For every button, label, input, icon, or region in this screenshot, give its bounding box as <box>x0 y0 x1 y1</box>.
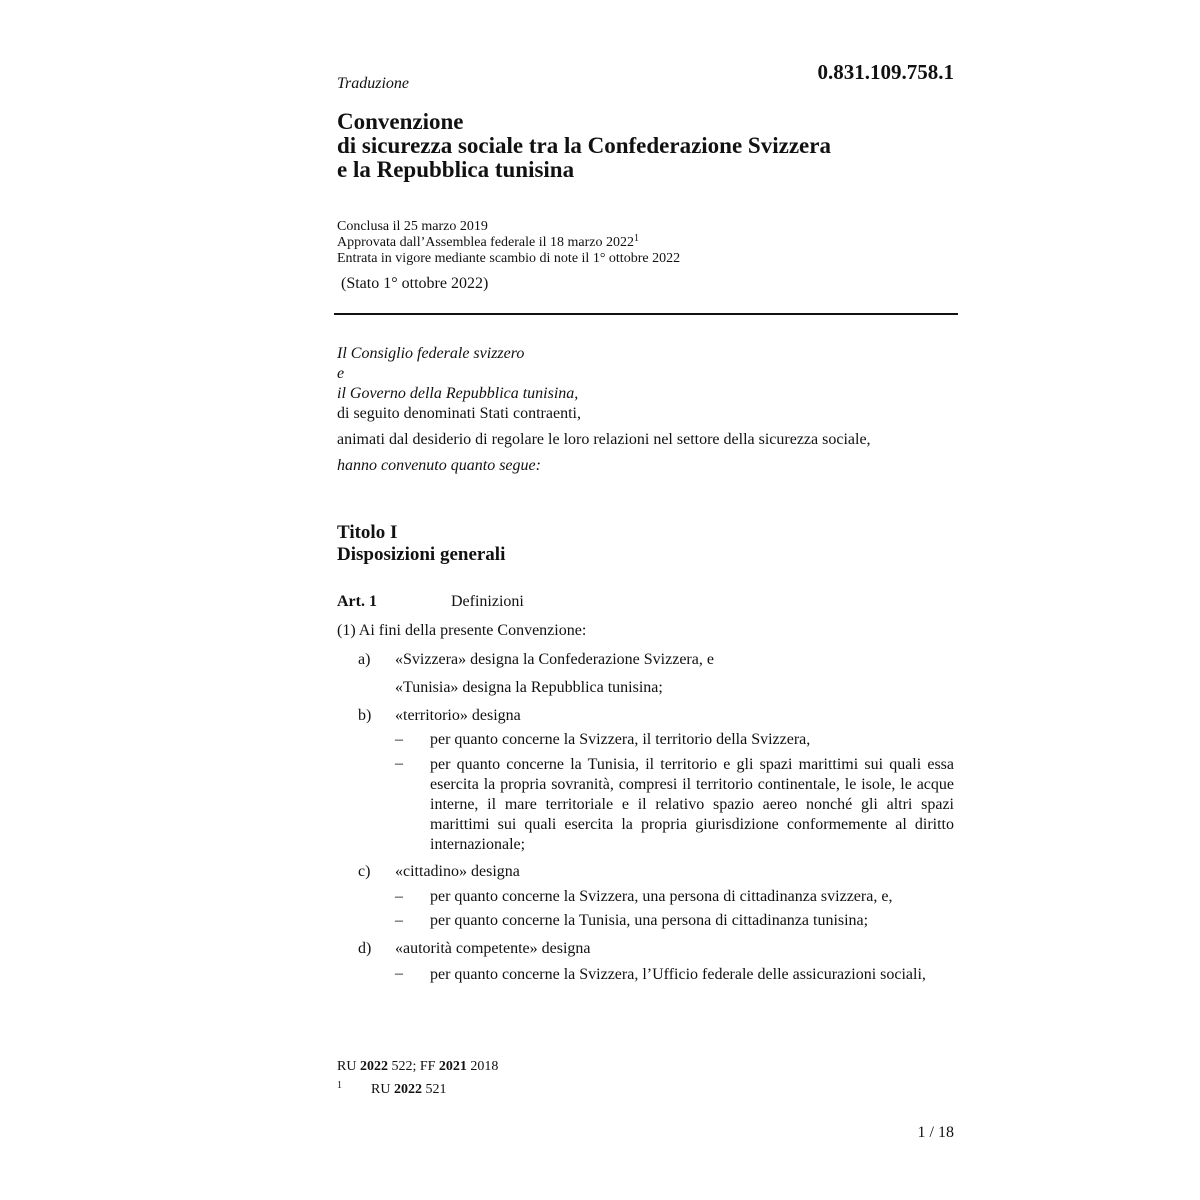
item-d-text: «autorità competente» designa <box>395 940 591 957</box>
approved-date <box>337 235 680 251</box>
ref-prefix: RU <box>337 1059 360 1074</box>
translation-label: Traduzione <box>337 75 410 92</box>
item-a-text-1: «Svizzera» designa la Confederazione Svizzera, e <box>395 651 714 668</box>
document-meta <box>337 219 680 267</box>
title-line-2: di sicurezza sociale tra la Confederazione Svizzera <box>337 133 831 158</box>
fn1-prefix: RU <box>371 1082 394 1097</box>
section-title <box>337 522 505 566</box>
preamble-desire: animati dal desiderio di regolare le loro relazioni nel settore della sicurezza sociale, <box>337 431 871 448</box>
preamble-hereinafter: di seguito denominati Stati contraenti, <box>337 405 581 422</box>
title-line-1: Convenzione <box>337 109 464 134</box>
footnote-ref[interactable]: 1 <box>634 233 640 244</box>
item-c-sub-2: per quanto concerne la Tunisia, una persona di cittadinanza tunisina; <box>430 912 869 929</box>
item-c-dash-2: – <box>395 912 403 929</box>
item-b-dash-1: – <box>395 731 403 748</box>
item-c-letter: c) <box>358 863 371 880</box>
header-divider <box>334 313 958 315</box>
item-b-sub-1: per quanto concerne la Svizzera, il territorio della Svizzera, <box>430 731 811 748</box>
article-label: Art. 1 <box>337 593 377 610</box>
title-line-3: e la Repubblica tunisina <box>337 157 575 182</box>
document-title <box>337 110 831 182</box>
item-a-text-2: «Tunisia» designa la Repubblica tunisina; <box>395 679 663 696</box>
document-number: 0.831.109.758.1 <box>817 60 954 84</box>
ref-num: 522; FF <box>387 1059 439 1074</box>
paragraph-1: (1) Ai fini della presente Convenzione: <box>337 622 587 639</box>
section-title-line-2: Disposizioni generali <box>337 544 506 565</box>
item-d-letter: d) <box>358 940 372 957</box>
item-d-sub-1: per quanto concerne la Svizzera, l’Ufficio federale delle assicurazioni sociali, <box>430 966 926 983</box>
preamble-and: e <box>337 365 345 382</box>
item-a-letter: a) <box>358 651 371 668</box>
ref-num-2: 2018 <box>466 1059 499 1074</box>
fn1-year: 2022 <box>393 1082 422 1097</box>
item-c-text: «cittadino» designa <box>395 863 520 880</box>
item-b-sub-2: per quanto concerne la Tunisia, il territorio e gli spazi marittimi sui quali essa esercita la propria sovranità, compresi il territorio continentale, le isole, le acque interne, il mare territoriale e il relativo spazio aereo nonché gli altri spazi marittimi sui quali esercita la propria giurisdizione conformemente al diritto internazionale; <box>430 756 954 853</box>
party-1: Il Consiglio federale svizzero <box>337 345 525 362</box>
footnote-references <box>337 1059 498 1075</box>
footnote-1 <box>337 1080 446 1098</box>
preamble-agreed: hanno convenuto quanto segue: <box>337 457 541 474</box>
concluded-date: Conclusa il 25 marzo 2019 <box>337 219 488 234</box>
item-b-text: «territorio» designa <box>395 707 521 724</box>
footnote-1-marker: 1 <box>337 1080 342 1091</box>
page-number: 1 / 18 <box>917 1124 954 1141</box>
entry-into-force: Entrata in vigore mediante scambio di note il 1° ottobre 2022 <box>337 251 681 266</box>
item-c-sub-1: per quanto concerne la Svizzera, una persona di cittadinanza svizzera, e, <box>430 888 893 905</box>
item-d-dash-1: – <box>395 965 403 982</box>
fn1-num: 521 <box>421 1082 447 1097</box>
approved-text: Approvata dall’Assemblea federale il 18 marzo 2022 <box>337 235 635 250</box>
item-b-dash-2: – <box>395 755 403 772</box>
party-2: il Governo della Repubblica tunisina, <box>337 385 579 402</box>
ref-year: 2022 <box>359 1059 388 1074</box>
article-title: Definizioni <box>451 593 524 610</box>
section-title-line-1: Titolo I <box>337 522 398 543</box>
ref-year-2: 2021 <box>438 1059 467 1074</box>
item-c-dash-1: – <box>395 888 403 905</box>
item-b-letter: b) <box>358 707 372 724</box>
preamble <box>337 344 871 476</box>
status-date: (Stato 1° ottobre 2022) <box>341 275 489 292</box>
